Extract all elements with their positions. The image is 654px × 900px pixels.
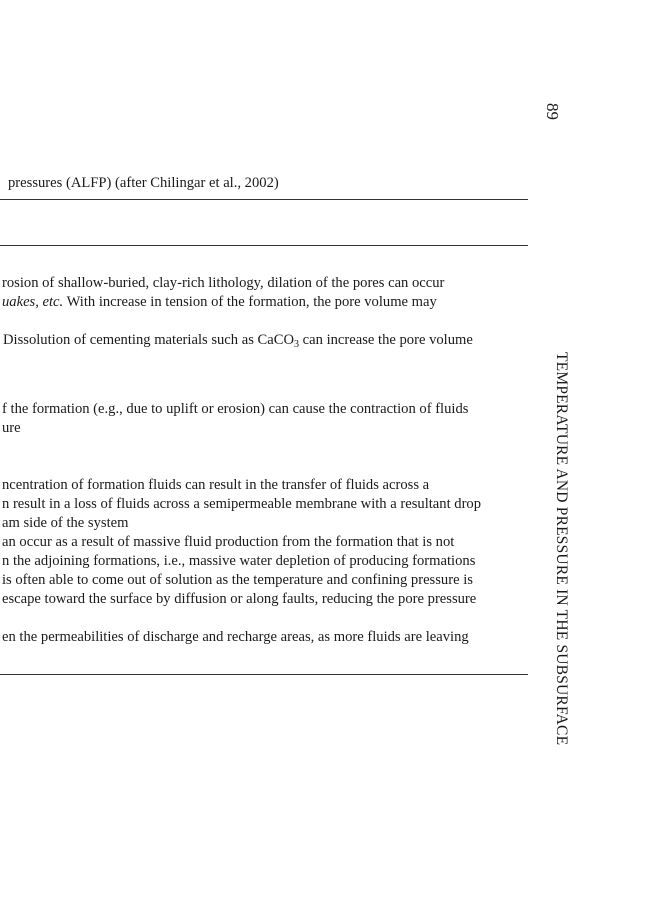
- table-caption: pressures (ALFP) (after Chilingar et al., 2002): [8, 175, 279, 191]
- table-row-line: ure: [2, 420, 21, 436]
- table-row-line: en the permeabilities of discharge and recharge areas, as more fluids are leaving: [2, 629, 469, 645]
- text-span: Dissolution of cementing materials such as CaCO: [3, 332, 295, 348]
- table-row-line: n result in a loss of fluids across a semipermeable membrane with a resultant drop: [2, 496, 482, 512]
- subscript: 3: [294, 339, 300, 350]
- table-row-line: an occur as a result of massive fluid production from the formation that is not: [2, 534, 455, 550]
- text-span: can increase the pore volume: [299, 332, 473, 348]
- table-row-line: escape toward the surface by diffusion or along faults, reducing the pore pressure: [2, 591, 477, 607]
- table-row-line: [2, 293, 437, 311]
- italic-text: uakes, etc.: [2, 294, 64, 310]
- table-header-rule: [0, 245, 528, 246]
- running-head: TEMPERATURE AND PRESSURE IN THE SUBSURFACE: [553, 352, 570, 746]
- table-top-rule: [0, 199, 528, 200]
- table-row-line: rosion of shallow-buried, clay-rich lithology, dilation of the pores can occur: [2, 275, 445, 291]
- text-span: With increase in tension of the formation, the pore volume may: [63, 294, 437, 310]
- table-row-line: [3, 331, 473, 349]
- table-row-line: is often able to come out of solution as the temperature and confining pressure is: [2, 572, 473, 588]
- page-number: 89: [543, 103, 562, 120]
- table-row-line: n the adjoining formations, i.e., massive water depletion of producing formations: [2, 553, 476, 569]
- table-row-line: am side of the system: [2, 515, 129, 531]
- table-row-line: f the formation (e.g., due to uplift or erosion) can cause the contraction of fluids: [2, 401, 469, 417]
- table-row-line: ncentration of formation fluids can result in the transfer of fluids across a: [2, 477, 430, 493]
- table-bottom-rule: [0, 674, 528, 675]
